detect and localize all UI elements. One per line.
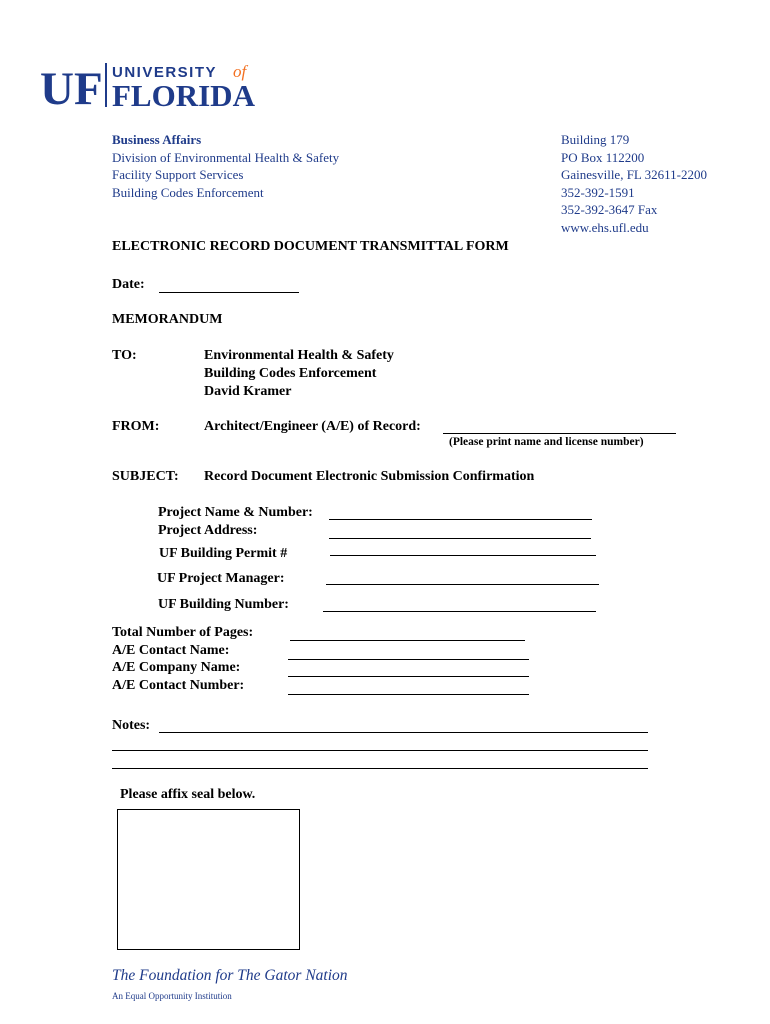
to-line-bce: Building Codes Enforcement: [204, 366, 377, 381]
address-city: Gainesville, FL 32611-2200: [561, 167, 707, 182]
project-manager-label: UF Project Manager:: [157, 571, 285, 586]
memorandum-heading: MEMORANDUM: [112, 312, 223, 327]
footer-eeo: An Equal Opportunity Institution: [112, 991, 232, 1001]
notes-line-1[interactable]: [159, 732, 648, 733]
address-fax: 352-392-3647 Fax: [561, 202, 658, 217]
footer-slogan: The Foundation for The Gator Nation: [112, 967, 348, 984]
subject-label: SUBJECT:: [112, 469, 179, 484]
project-address-label: Project Address:: [158, 523, 258, 538]
to-recipients: [204, 347, 394, 401]
logo-university: UNIVERSITY: [112, 64, 218, 81]
dept-business-affairs: Business Affairs: [112, 132, 202, 147]
seal-box: [117, 809, 300, 950]
company-name-label: A/E Company Name:: [112, 660, 241, 675]
project-manager-field[interactable]: [326, 584, 599, 585]
contact-name-label: A/E Contact Name:: [112, 643, 230, 658]
from-label: FROM:: [112, 419, 160, 434]
notes-label: Notes:: [112, 718, 151, 733]
project-address-field[interactable]: [329, 538, 591, 539]
from-note: (Please print name and license number): [449, 436, 644, 448]
contact-number-field[interactable]: [288, 694, 529, 695]
permit-field[interactable]: [330, 555, 596, 556]
to-line-ehs: Environmental Health & Safety: [204, 348, 394, 363]
notes-line-2[interactable]: [112, 750, 648, 751]
subject-text: Record Document Electronic Submission Confirmation: [204, 469, 535, 484]
project-name-label: Project Name & Number:: [158, 505, 313, 520]
logo-of: of: [233, 62, 247, 81]
to-label: TO:: [112, 348, 137, 363]
total-pages-label: Total Number of Pages:: [112, 625, 254, 640]
seal-instruction: Please affix seal below.: [120, 787, 256, 802]
uf-logo: [40, 60, 280, 110]
address-building: Building 179: [561, 132, 630, 147]
building-number-label: UF Building Number:: [158, 597, 289, 612]
address-phone: 352-392-1591: [561, 184, 635, 200]
letterhead-right: [561, 131, 707, 236]
dept-codes: Building Codes Enforcement: [112, 184, 264, 200]
building-number-field[interactable]: [323, 611, 596, 612]
form-title: ELECTRONIC RECORD DOCUMENT TRANSMITTAL FORM: [112, 239, 509, 254]
permit-label: UF Building Permit #: [159, 546, 288, 561]
date-field[interactable]: [159, 292, 299, 293]
contact-name-field[interactable]: [288, 659, 529, 660]
from-ae-field[interactable]: [443, 433, 676, 434]
notes-line-3[interactable]: [112, 768, 648, 769]
to-line-name: David Kramer: [204, 384, 292, 399]
logo-mark: UF: [40, 63, 103, 110]
date-label: Date:: [112, 277, 145, 292]
total-pages-field[interactable]: [290, 640, 525, 641]
company-name-field[interactable]: [288, 676, 529, 677]
dept-division: Division of Environmental Health & Safety: [112, 149, 340, 165]
letterhead-left: [112, 131, 339, 201]
dept-facility: Facility Support Services: [112, 167, 244, 182]
address-website: www.ehs.ufl.edu: [561, 219, 649, 235]
address-pobox: PO Box 112200: [561, 149, 645, 165]
logo-florida: FLORIDA: [112, 78, 255, 110]
logo-divider: [105, 63, 107, 107]
contact-number-label: A/E Contact Number:: [112, 678, 245, 693]
from-ae-label: Architect/Engineer (A/E) of Record:: [204, 419, 421, 434]
project-name-field[interactable]: [329, 519, 592, 520]
